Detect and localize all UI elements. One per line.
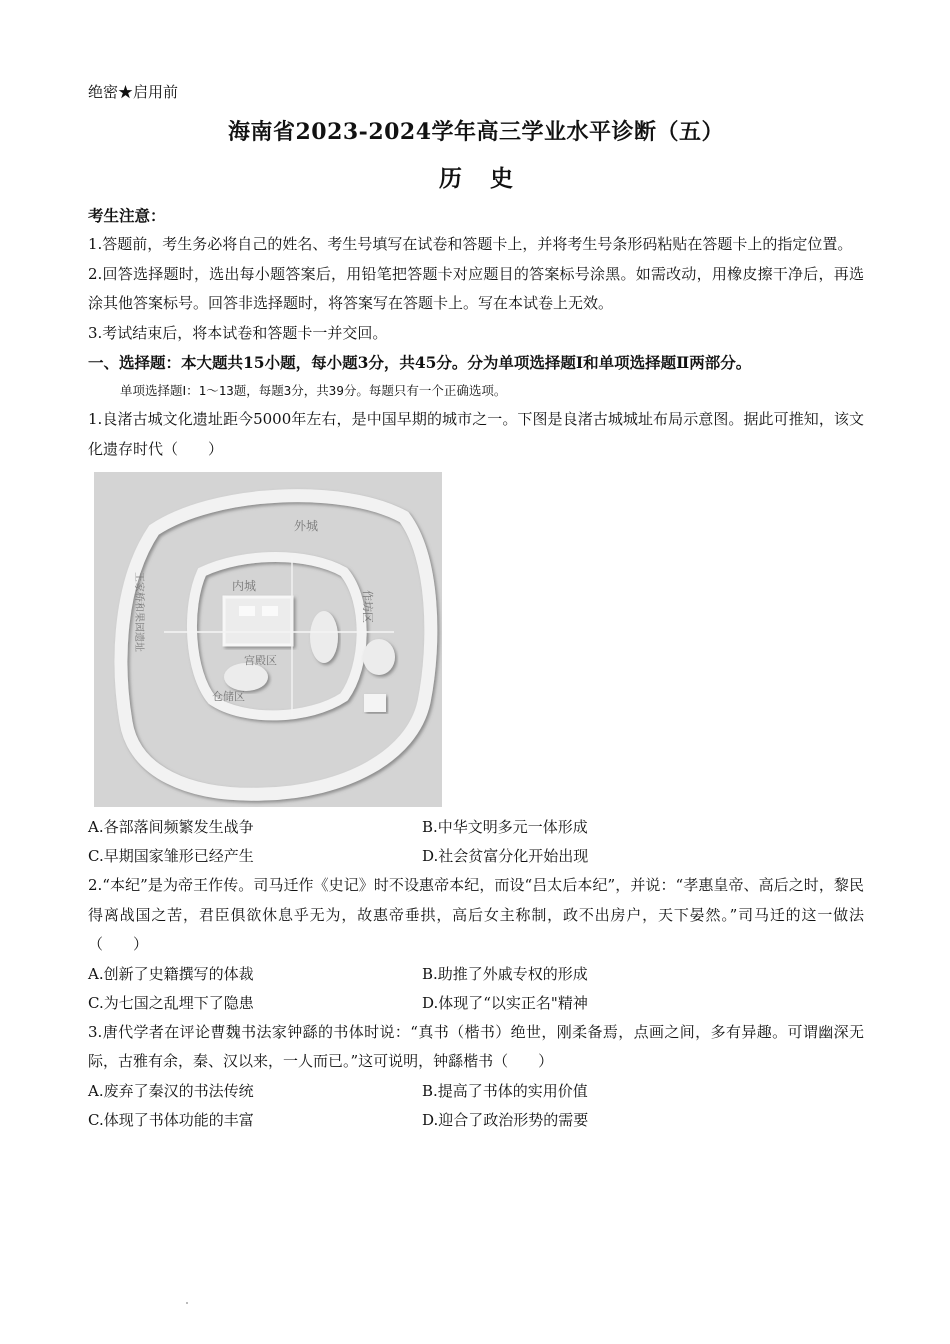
confidential-mark: 绝密★启用前 xyxy=(88,83,179,101)
footer-mark xyxy=(186,1302,188,1304)
exam-title: 海南省2023-2024学年高三学业水平诊断（五） xyxy=(227,119,725,145)
option-a[interactable]: A.创新了史籍撰写的体裁 xyxy=(88,964,254,983)
mound xyxy=(310,611,338,663)
option-a[interactable]: A.各部落间频繁发生战争 xyxy=(88,818,254,836)
option-d[interactable]: D.社会贫富分化开始出现 xyxy=(422,847,589,865)
mound xyxy=(224,663,268,691)
option-d[interactable]: D.迎合了政治形势的需要 xyxy=(422,1110,589,1129)
question-3-stem: 3.唐代学者在评论曹魏书法家钟繇的书体时说：“真书（楷书）绝世，刚柔备焉，点画之间，多有异趣。可谓幽深无际，古雅有余，秦、汉以来，一人而已。”这可说明，钟繇楷书（ ） xyxy=(88,1022,864,1070)
notice-item: 3.考试结束后，将本试卷和答题卡一并交回。 xyxy=(88,323,388,342)
option-d[interactable]: D.体现了“以实正名"精神 xyxy=(422,993,588,1012)
river-site-label: 王家桥和果园遗址 xyxy=(133,572,144,652)
city-layout-map xyxy=(94,472,442,807)
square-site xyxy=(364,694,386,712)
option-b[interactable]: B.助推了外戚专权的形成 xyxy=(422,964,588,983)
question-1-stem: 1.良渚古城文化遗址距今5000年左右，是中国早期的城市之一。下图是良渚古城城址布局示意图。据此可推知，该文化遗存时代（ ） xyxy=(88,410,864,458)
outer-city-label: 外城 xyxy=(294,519,319,533)
notice-item: 2.回答选择题时，选出每小题答案后，用铅笔把答题卡对应题目的答案标号涂黑。如需改动，用橡皮擦干净后，再选涂其他答案标号。回答非选择题时，将答案写在答题卡上。写在本试卷上无效。 xyxy=(88,264,864,312)
notice-item: 1.答题前，考生务必将自己的姓名、考生号填写在试卷和答题卡上，并将考生号条形码粘贴在答题卡上的指定位置。 xyxy=(88,235,853,253)
option-b[interactable]: B.中华文明多元一体形成 xyxy=(422,818,588,836)
liangzhu-map-figure xyxy=(94,472,442,807)
palace-platform xyxy=(224,597,292,645)
section-heading: 一、选择题：本大题共15小题，每小题3分，共45分。分为单项选择题Ⅰ和单项选择题Ⅱ两部分。 xyxy=(88,353,752,372)
option-c[interactable]: C.体现了书体功能的丰富 xyxy=(88,1110,254,1129)
section-subnote: 单项选择题Ⅰ：1～13题，每题3分，共39分。每题只有一个正确选项。 xyxy=(120,383,507,398)
question-1-options xyxy=(88,813,864,871)
question-2-stem: 2.“本纪”是为帝王作传。司马迁作《史记》时不设惠帝本纪，而设“吕太后本纪”，并说：“孝惠皇帝、高后之时，黎民得离战国之苦，君臣俱欲休息乎无为，故惠帝垂拱，高后女主称制，政不出房户，天下晏然。”司马迁的这一做法（ ） xyxy=(88,876,864,953)
question-2-options xyxy=(88,960,864,1018)
exam-page xyxy=(88,78,864,1135)
workshop-area-label: 作坊区 xyxy=(361,590,374,623)
mound xyxy=(363,639,395,675)
notice-heading: 考生注意： xyxy=(88,206,166,225)
palace-area-label: 宫殿区 xyxy=(244,654,277,667)
option-c[interactable]: C.为七国之乱埋下了隐患 xyxy=(88,993,254,1012)
option-a[interactable]: A.废弃了秦汉的书法传统 xyxy=(88,1081,254,1100)
inner-city-label: 内城 xyxy=(232,579,257,593)
option-c[interactable]: C.早期国家雏形已经产生 xyxy=(88,847,254,865)
subject-title: 历史 xyxy=(439,165,541,192)
storage-area-label: 仓储区 xyxy=(212,690,245,703)
option-b[interactable]: B.提高了书体的实用价值 xyxy=(422,1081,588,1100)
question-3-options xyxy=(88,1077,864,1135)
